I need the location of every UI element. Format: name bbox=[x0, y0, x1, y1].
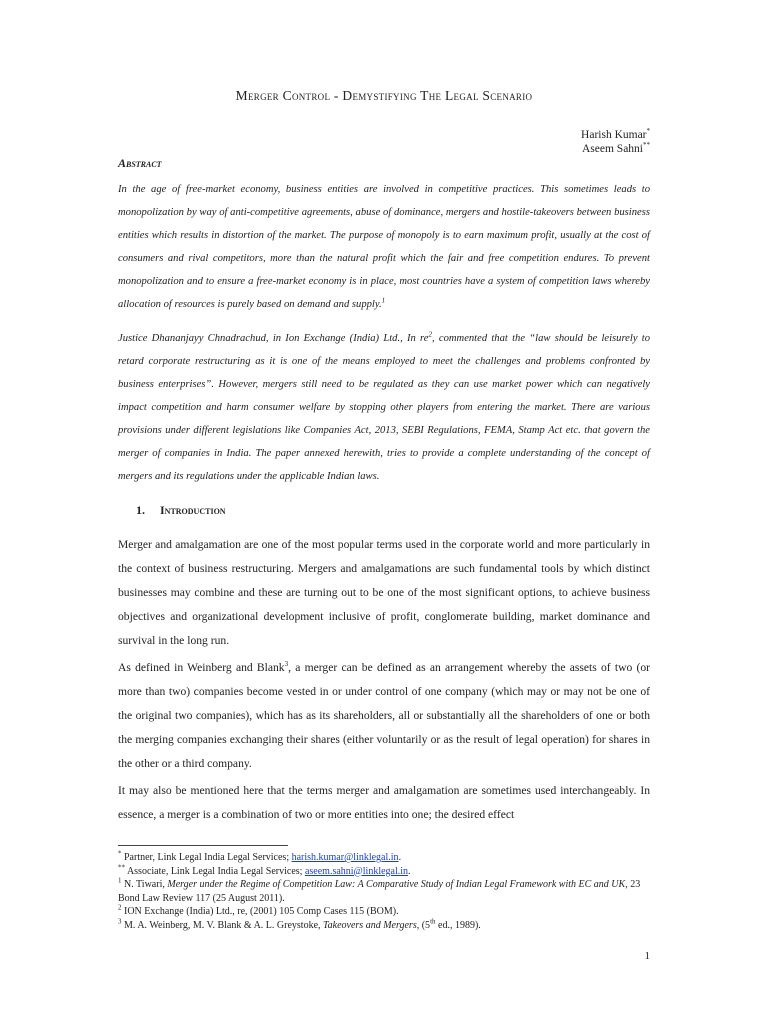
footnote-marker: 1 bbox=[381, 296, 386, 305]
paper-title: Merger Control - Demystifying The Legal Scenario bbox=[235, 88, 533, 103]
footnote-marker: 3 bbox=[284, 660, 289, 669]
footnotes bbox=[118, 851, 658, 932]
footnote: $^3$ M. A. Weinberg, M. V. Blank & A. L. Greystoke, Takeovers and Mergers, (5th ed., 1989). bbox=[118, 917, 481, 931]
author-block bbox=[581, 128, 650, 156]
email-link[interactable]: aseem.sahni@linklegal.in bbox=[304, 865, 409, 877]
footnote-marker: ** bbox=[643, 141, 650, 150]
abstract-heading: Abstract bbox=[118, 156, 162, 170]
email-link[interactable]: harish.kumar@linklegal.in bbox=[291, 852, 399, 863]
page-number: 1 bbox=[644, 950, 650, 962]
footnote-marker: * bbox=[646, 127, 650, 136]
footnote-divider bbox=[118, 845, 288, 846]
abstract-paragraph: In the age of free-market economy, business entities are involved in competitive practices. This sometimes leads to monopolization by way of anti-competitive agreements, abuse of dominance, mergers and hostile-takeovers between business entities which results in distortion of the market. The purpose of monopoly is to earn maximum profit, usually at the cost of consumers and rival competitors, more than the natural profit which the fair and free competition endures. To prevent monopolization and to ensure a free-market economy is in place, most countries have a system of competition laws whereby allocation of resources is purely based on demand and supply.$^1$ bbox=[118, 184, 650, 310]
body-paragraph: As defined in Weinberg and Blank$^3$, a merger can be defined as an arrangement whereby the assets of two (or more than two) companies become vested in or under control of one company (which may or may not be one of the original two companies), which has as its shareholders, all or substantially all the shareholders of one or both the merging companies exchanging their shares (either voluntarily or as the result of legal operation) for shares in the other or a third company. bbox=[118, 660, 650, 770]
footnote-marker: 2 bbox=[428, 330, 432, 339]
abstract-paragraph: Justice Dhananjayy Chnadrachud, in Ion Exchange (India) Ltd., In $re^2$, commented that the “law should be leisurely to retard corporate restructuring as it is one of the means employed to meet the challenges and problems confronted by business enterprises”. However, mergers still need to be regulated as they can use market power which can negatively impact competition and harm consumer welfare by stopping other players from entering the market. There are various provisions under different legislations like Companies Act, 2013, SEBI Regulations, FEMA, Stamp Act etc. that govern the merger of companies in India. The paper annexed herewith, tries to provide a complete understanding of the concept of mergers and its regulations under the applicable Indian laws. bbox=[118, 330, 651, 482]
author-name: Harish Kumar* bbox=[581, 127, 650, 141]
section-heading: 1. Introduction bbox=[136, 503, 226, 517]
body-paragraph: It may also be mentioned here that the terms merger and amalgamation are sometimes used interchangeably. In essence, a merger is a combination of two or more entities into one; the desired effect bbox=[118, 784, 650, 821]
body-paragraph: Merger and amalgamation are one of the most popular terms used in the corporate world and more particularly in the context of business restructuring. Mergers and amalgamations are such fundamental tools by which distinct businesses may combine and these are turning out to be one of the most significant options, to achieve business objectives and organizational development inclusive of profit, conglomerate building, market dominance and survival in the long run. bbox=[118, 538, 650, 647]
footnote: * Partner, Link Legal India Legal Services; harish.kumar@linklegal.in. bbox=[118, 849, 402, 863]
footnote: $^2$ ION Exchange (India) Ltd., re, (2001) 105 Comp Cases 115 (BOM). bbox=[118, 903, 399, 917]
footnote: $^1$ N. Tiwari, Merger under the Regime of Competition Law: A Comparative Study of Indian Legal Framework with EC and UK, 23 Bond Law Review 117 (25 August 2011). bbox=[118, 876, 641, 904]
footnote: ** Associate, Link Legal India Legal Services; aseem.sahni@linklegal.in. bbox=[118, 863, 411, 877]
author-name: Aseem Sahni** bbox=[581, 141, 650, 155]
